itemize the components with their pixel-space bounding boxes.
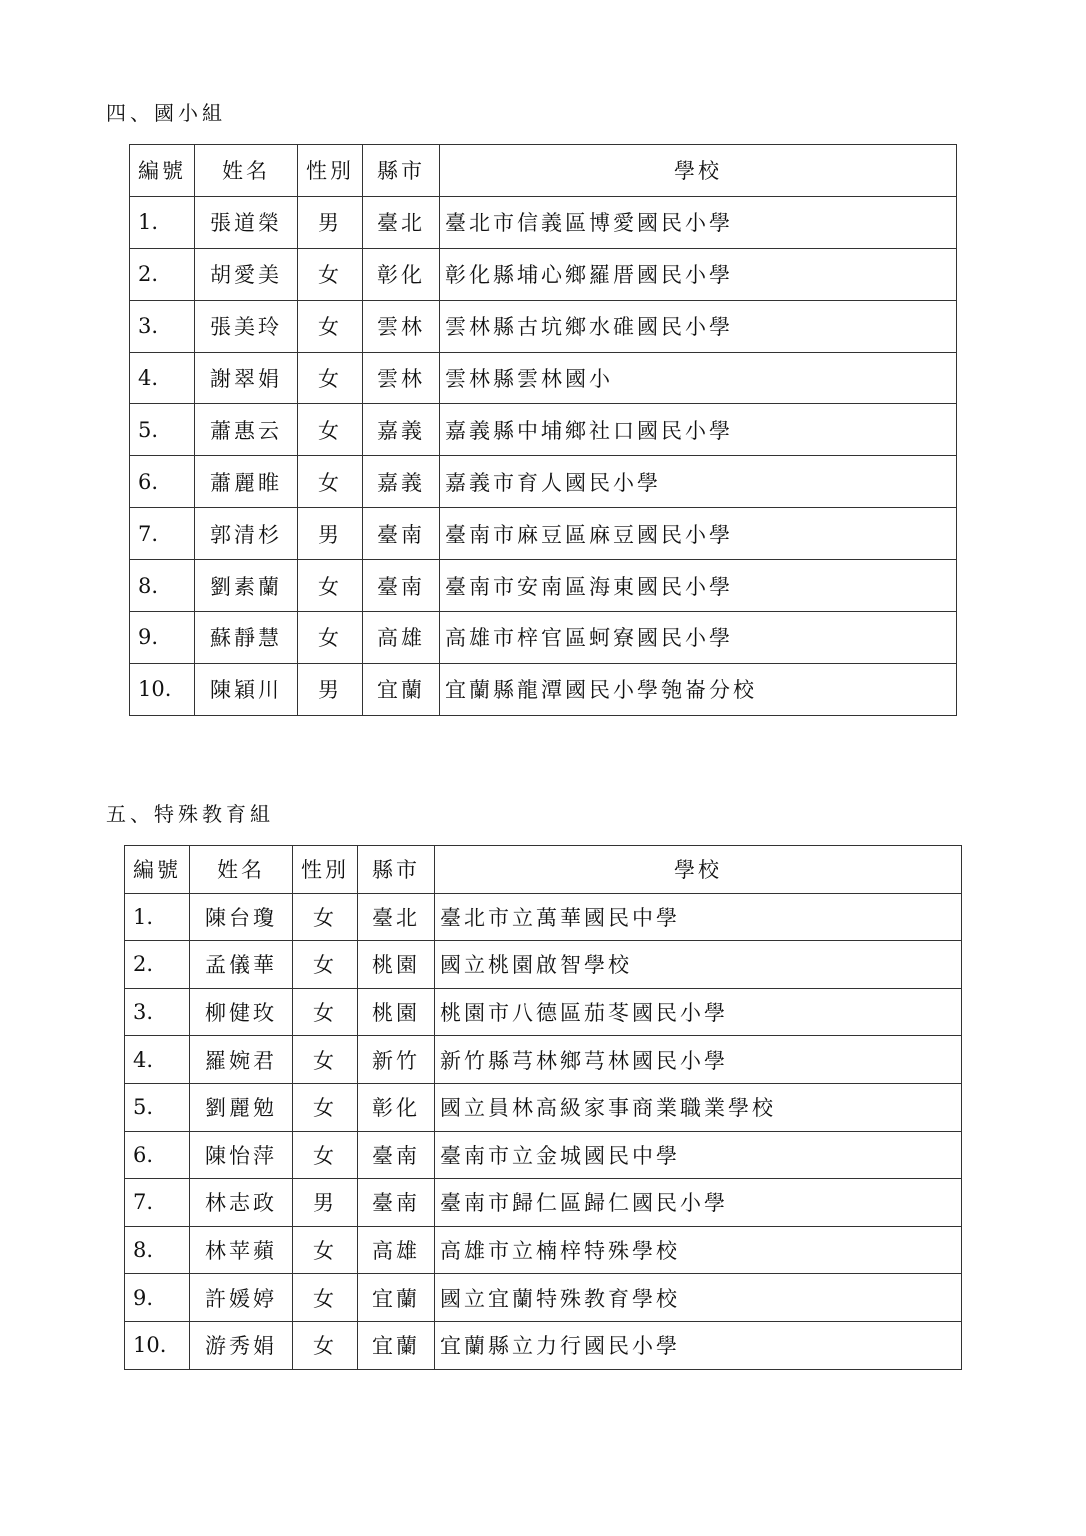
cell-no: 5. <box>130 404 195 456</box>
cell-sex: 女 <box>293 1226 358 1274</box>
cell-name: 胡愛美 <box>195 248 298 300</box>
cell-city: 嘉義 <box>363 456 440 508</box>
cell-no: 6. <box>130 456 195 508</box>
cell-sex: 女 <box>293 1083 358 1131</box>
cell-school: 高雄市立楠梓特殊學校 <box>435 1226 962 1274</box>
cell-no: 3. <box>125 988 190 1036</box>
column-header-city: 縣市 <box>358 846 435 894</box>
cell-school: 臺南市立金城國民中學 <box>435 1131 962 1179</box>
cell-city: 彰化 <box>363 248 440 300</box>
cell-school: 雲林縣雲林國小 <box>440 352 957 404</box>
cell-no: 7. <box>125 1179 190 1227</box>
cell-school: 桃園市八德區茄苳國民小學 <box>435 988 962 1036</box>
table-row <box>125 1131 962 1179</box>
cell-name: 劉素蘭 <box>195 560 298 612</box>
cell-no: 4. <box>125 1036 190 1084</box>
cell-name: 張美玲 <box>195 300 298 352</box>
cell-city: 雲林 <box>363 300 440 352</box>
table-row <box>130 456 957 508</box>
cell-no: 1. <box>125 893 190 941</box>
cell-no: 3. <box>130 300 195 352</box>
column-header-school: 學校 <box>440 145 957 197</box>
cell-school: 彰化縣埔心鄉羅厝國民小學 <box>440 248 957 300</box>
cell-city: 臺南 <box>358 1131 435 1179</box>
column-header-no: 編號 <box>130 145 195 197</box>
cell-school: 高雄市梓官區蚵寮國民小學 <box>440 612 957 664</box>
cell-school: 國立桃園啟智學校 <box>435 941 962 989</box>
cell-no: 2. <box>125 941 190 989</box>
section-heading-special-education: 五、特殊教育組 <box>106 802 274 826</box>
cell-name: 劉麗勉 <box>190 1083 293 1131</box>
cell-sex: 女 <box>298 612 363 664</box>
table-row <box>130 352 957 404</box>
table-row <box>130 560 957 612</box>
cell-name: 張道榮 <box>195 196 298 248</box>
elementary-table <box>129 144 957 716</box>
cell-sex: 女 <box>293 1274 358 1322</box>
cell-school: 新竹縣芎林鄉芎林國民小學 <box>435 1036 962 1084</box>
cell-school: 臺南市麻豆區麻豆國民小學 <box>440 508 957 560</box>
table-row <box>125 1226 962 1274</box>
cell-name: 林苹蘋 <box>190 1226 293 1274</box>
cell-city: 宜蘭 <box>363 663 440 715</box>
table-row <box>130 248 957 300</box>
cell-no: 8. <box>125 1226 190 1274</box>
cell-no: 1. <box>130 196 195 248</box>
cell-no: 9. <box>130 612 195 664</box>
cell-sex: 女 <box>293 1321 358 1369</box>
cell-city: 臺南 <box>358 1179 435 1227</box>
column-header-sex: 性別 <box>293 846 358 894</box>
cell-school: 國立宜蘭特殊教育學校 <box>435 1274 962 1322</box>
cell-school: 宜蘭縣龍潭國民小學匏崙分校 <box>440 663 957 715</box>
cell-name: 陳穎川 <box>195 663 298 715</box>
cell-school: 臺南市安南區海東國民小學 <box>440 560 957 612</box>
cell-no: 9. <box>125 1274 190 1322</box>
cell-sex: 女 <box>298 248 363 300</box>
table-row <box>130 404 957 456</box>
cell-city: 桃園 <box>358 988 435 1036</box>
table-row <box>130 508 957 560</box>
table-row <box>130 196 957 248</box>
cell-city: 桃園 <box>358 941 435 989</box>
cell-name: 柳健玫 <box>190 988 293 1036</box>
section-heading-elementary: 四、國小組 <box>106 101 226 125</box>
cell-city: 雲林 <box>363 352 440 404</box>
cell-school: 臺南市歸仁區歸仁國民小學 <box>435 1179 962 1227</box>
cell-city: 高雄 <box>358 1226 435 1274</box>
cell-no: 4. <box>130 352 195 404</box>
table-header-row <box>130 145 957 197</box>
cell-name: 蕭惠云 <box>195 404 298 456</box>
cell-no: 10. <box>125 1321 190 1369</box>
cell-sex: 女 <box>293 941 358 989</box>
table-row <box>125 941 962 989</box>
table-row <box>125 1036 962 1084</box>
cell-sex: 女 <box>298 456 363 508</box>
cell-school: 雲林縣古坑鄉水碓國民小學 <box>440 300 957 352</box>
cell-sex: 男 <box>293 1179 358 1227</box>
table-row <box>130 663 957 715</box>
cell-school: 嘉義縣中埔鄉社口國民小學 <box>440 404 957 456</box>
cell-sex: 男 <box>298 196 363 248</box>
cell-name: 林志政 <box>190 1179 293 1227</box>
cell-school: 國立員林高級家事商業職業學校 <box>435 1083 962 1131</box>
column-header-name: 姓名 <box>195 145 298 197</box>
cell-sex: 女 <box>298 404 363 456</box>
cell-sex: 女 <box>293 893 358 941</box>
cell-sex: 女 <box>293 1131 358 1179</box>
cell-name: 蕭麗睢 <box>195 456 298 508</box>
cell-city: 彰化 <box>358 1083 435 1131</box>
cell-city: 宜蘭 <box>358 1274 435 1322</box>
cell-no: 10. <box>130 663 195 715</box>
column-header-name: 姓名 <box>190 846 293 894</box>
cell-name: 陳台瓊 <box>190 893 293 941</box>
column-header-school: 學校 <box>435 846 962 894</box>
cell-name: 游秀娟 <box>190 1321 293 1369</box>
table-row <box>130 612 957 664</box>
table-header-row <box>125 846 962 894</box>
cell-school: 臺北市信義區博愛國民小學 <box>440 196 957 248</box>
cell-city: 新竹 <box>358 1036 435 1084</box>
cell-name: 羅婉君 <box>190 1036 293 1084</box>
cell-city: 臺北 <box>358 893 435 941</box>
table-row <box>130 300 957 352</box>
table-row <box>125 1083 962 1131</box>
cell-sex: 女 <box>293 1036 358 1084</box>
column-header-sex: 性別 <box>298 145 363 197</box>
special-education-table <box>124 845 962 1370</box>
cell-name: 謝翠娟 <box>195 352 298 404</box>
cell-city: 臺北 <box>363 196 440 248</box>
cell-no: 8. <box>130 560 195 612</box>
cell-city: 臺南 <box>363 560 440 612</box>
cell-sex: 女 <box>298 300 363 352</box>
cell-name: 許媛婷 <box>190 1274 293 1322</box>
cell-no: 5. <box>125 1083 190 1131</box>
cell-school: 臺北市立萬華國民中學 <box>435 893 962 941</box>
cell-name: 蘇靜慧 <box>195 612 298 664</box>
cell-sex: 男 <box>298 663 363 715</box>
table-row <box>125 893 962 941</box>
table-row <box>125 988 962 1036</box>
cell-school: 宜蘭縣立力行國民小學 <box>435 1321 962 1369</box>
cell-sex: 男 <box>298 508 363 560</box>
cell-no: 7. <box>130 508 195 560</box>
cell-no: 2. <box>130 248 195 300</box>
table-row <box>125 1179 962 1227</box>
table-row <box>125 1321 962 1369</box>
cell-no: 6. <box>125 1131 190 1179</box>
cell-name: 陳怡萍 <box>190 1131 293 1179</box>
cell-city: 宜蘭 <box>358 1321 435 1369</box>
cell-school: 嘉義市育人國民小學 <box>440 456 957 508</box>
cell-city: 高雄 <box>363 612 440 664</box>
cell-sex: 女 <box>298 352 363 404</box>
table-row <box>125 1274 962 1322</box>
cell-sex: 女 <box>293 988 358 1036</box>
column-header-city: 縣市 <box>363 145 440 197</box>
cell-name: 郭清杉 <box>195 508 298 560</box>
cell-sex: 女 <box>298 560 363 612</box>
cell-city: 嘉義 <box>363 404 440 456</box>
column-header-no: 編號 <box>125 846 190 894</box>
cell-name: 孟儀華 <box>190 941 293 989</box>
cell-city: 臺南 <box>363 508 440 560</box>
